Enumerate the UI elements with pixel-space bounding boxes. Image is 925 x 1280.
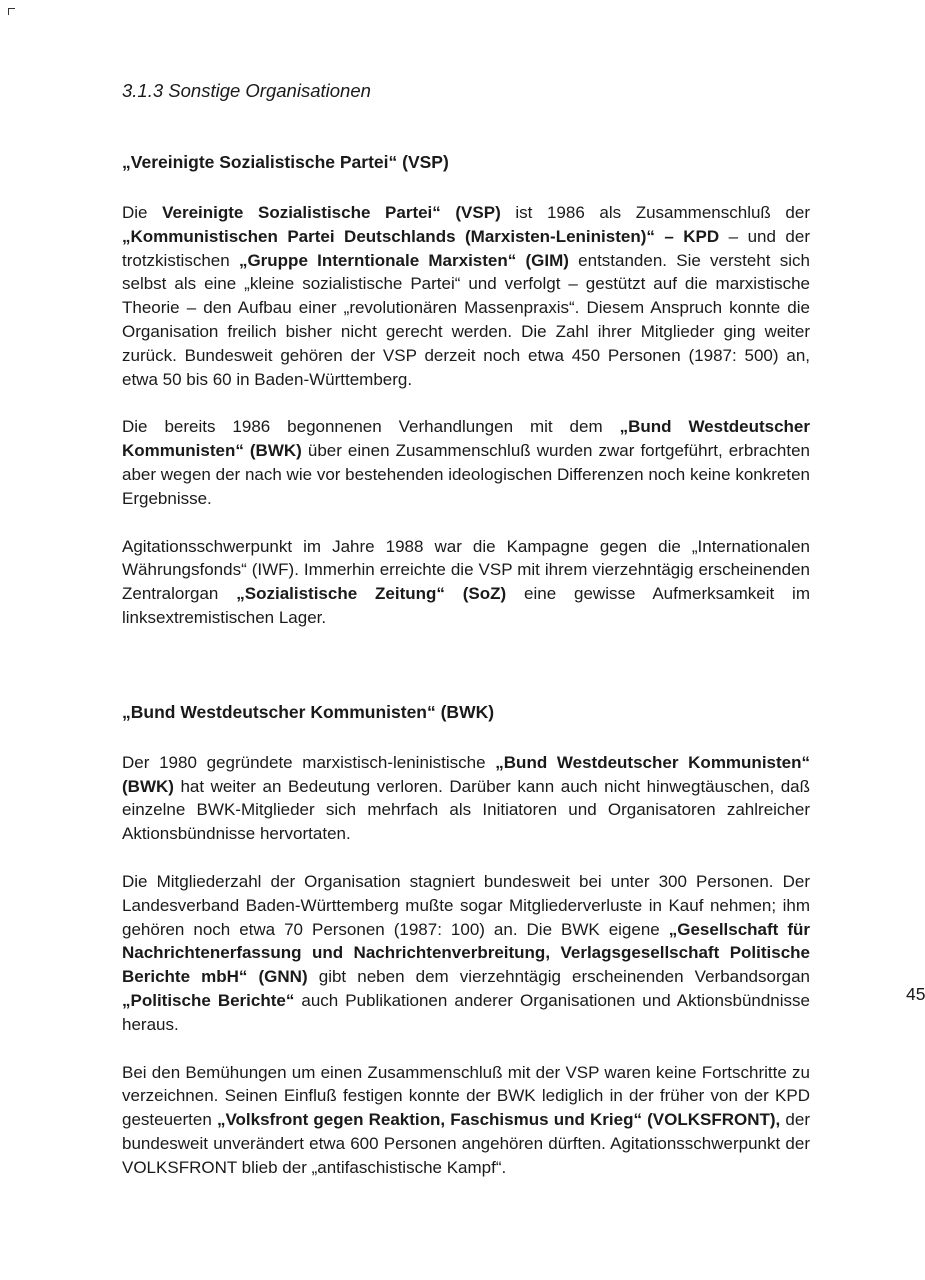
bwk-paragraph-1: Der 1980 gegründete marxistisch-leninistische „Bund Westdeutscher Kommunisten“ (BWK) hat weiter an Bedeutung verloren. Darüber kann auch nicht hinwegtäuschen, daß einzelne BWK-Mitglieder sich mehrfach als Initiatoren und Organisatoren zahlreicher Aktionsbündnisse hervortaten. [122, 752, 810, 844]
page-number: 45 [906, 984, 925, 1004]
vsp-paragraph-1: Die Vereinigte Sozialistische Partei“ (VSP) ist 1986 als Zusammenschluß der „Kommunistischen Partei Deutschlands (Marxisten-Leninisten)“ – KPD – und der trotzkistischen „Gruppe Interntionale Marxisten“ (GIM) entstanden. Sie versteht sich selbst als eine „kleine sozialistische Partei“ und verfolgt – gestützt auf die marxistische Theorie – den Aufbau einer „revolutionären Massenpraxis“. Diesem Anspruch konnte die Organisation freilich bisher nicht gerecht werden. Die Zahl ihrer Mitglieder ging weiter zurück. Bundesweit gehören der VSP derzeit noch etwa 450 Personen (1987: 500) an, etwa 50 bis 60 in Baden-Württemberg. [122, 203, 810, 389]
document-page [122, 80, 925, 1204]
vsp-paragraph-3: Agitationsschwerpunkt im Jahre 1988 war die Kampagne gegen die „Internationalen Währungsfonds“ (IWF). Immerhin erreichte die VSP mit ihrem vierzehntägig erscheinenden Zentralorgan „Sozialistische Zeitung“ (SoZ) eine gewisse Aufmerksamkeit im linksextremistischen Lager. [122, 536, 810, 627]
bwk-paragraph-3: Bei den Bemühungen um einen Zusammenschluß mit der VSP waren keine Fortschritte zu verzeichnen. Seinen Einfluß festigen konnte der BWK lediglich in der früher von der KPD gesteuerten „Volksfront gegen Reaktion, Faschismus und Krieg“ (VOLKSFRONT), der bundesweit unverändert etwa 600 Personen angehören dürften. Agitationsschwerpunkt der VOLKSFRONT blieb der „antifaschistische Kampf“. [122, 1062, 811, 1177]
vsp-heading: „Vereinigte Sozialistische Partei“ (VSP) [122, 152, 449, 172]
vsp-paragraph-2: Die bereits 1986 begonnenen Verhandlungen mit dem „Bund Westdeutscher Kommunisten“ (BWK) über einen Zusammenschluß wurden zwar fortgeführt, erbrachten aber wegen der nach wie vor bestehenden ideologischen Differenzen noch keine konkreten Ergebnisse. [122, 417, 811, 508]
scan-corner-mark [8, 8, 15, 15]
bwk-paragraph-2: Die Mitgliederzahl der Organisation stagniert bundesweit bei unter 300 Personen. Der Landesverband Baden-Württemberg mußte sogar Mitgliederverluste in Kauf nehmen; ihm gehören noch etwa 70 Personen (1987: 100) an. Die BWK eigene „Gesellschaft für Nachrichtenerfassung und Nachrichtenverbreitung, Verlagsgesellschaft Politische Berichte mbH“ (GNN) gibt neben dem vierzehntägig erscheinenden Verbandsorgan „Politische Berichte“ auch Publikationen anderer Organisationen und Aktionsbündnisse heraus. [122, 871, 810, 1034]
bwk-heading: „Bund Westdeutscher Kommunisten“ (BWK) [122, 701, 495, 722]
section-title: 3.1.3 Sonstige Organisationen [122, 80, 371, 101]
